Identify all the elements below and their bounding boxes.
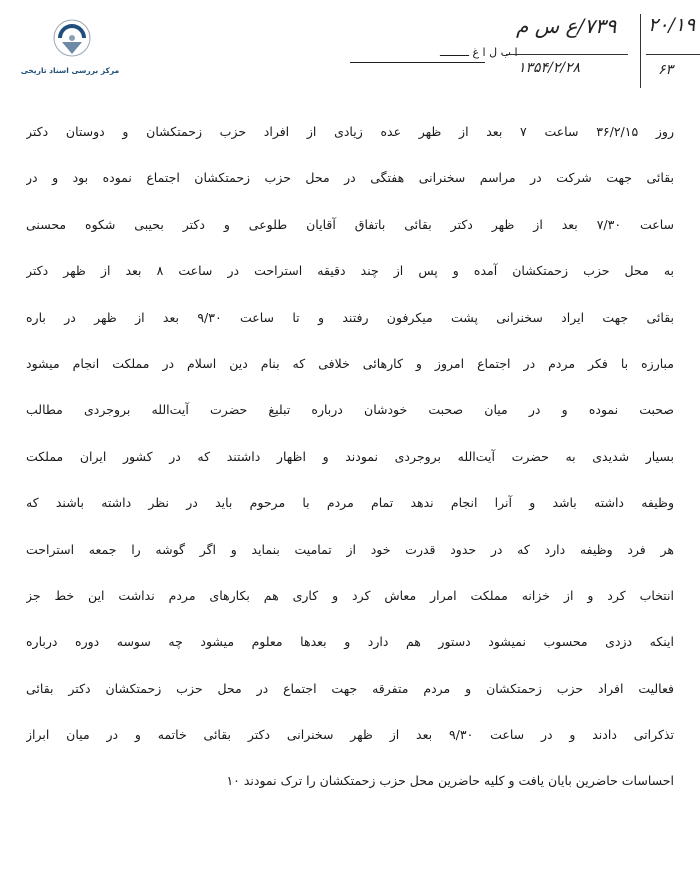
text-line: هر فرد وظیفه دارد که در حدود قدرت خود از تمامیت بنماید و اگر گوشه را جمعه استراحت: [26, 541, 674, 557]
archive-logo-text: مرکز بررسی اسناد تاریخی: [20, 66, 120, 75]
text-line: ساعت ۷/۳۰ بعد از ظهر دکتر بقائی باتفاق آقایان طلوعی و دکتر بحیبی شکوه محسنی: [26, 216, 674, 232]
text-line: احساسات حاضرین بایان یافت و کلیه حاضرین محل حزب زحمتکشان را ترک نمودند ۱۰: [226, 773, 674, 789]
report-body: [26, 117, 674, 813]
classification-underline: [350, 62, 485, 63]
archive-emblem-icon: [52, 18, 92, 64]
text-line: بقائی جهت ایراد سخنرانی پشت میکرفون رفتند و تا ساعت ۹/۳۰ بعد از ظهر در باره: [26, 309, 674, 325]
handwritten-code: ۲۰/۱۹: [648, 14, 696, 36]
text-line: صحبت نموده و در میان صحبت خودشان درباره تبلیغ حضرت آیت‌الله بروجردی مطالب: [26, 402, 674, 418]
header-divider: [640, 14, 641, 88]
classification-label: ا ب ل ا غ ـــــــــ: [440, 46, 518, 59]
text-line: بسیار شدیدی به حضرت آیت‌الله بروجردی نمودند و اظهار داشتند که در کشور ایران مملکت: [26, 448, 674, 464]
text-line: فعالیت افراد حزب زحمتکشان و مردم متفرقه جهت اجتماع در محل حزب زحمتکشان دکتر بقائی: [26, 680, 674, 696]
handwritten-code-2: ۶۳: [658, 62, 674, 78]
archive-logo: [20, 18, 120, 80]
handwritten-date: ۱۳۵۴/۲/۲۸: [518, 60, 581, 76]
document-header: [330, 10, 700, 90]
text-line: به محل حزب زحمتکشان آمده و پس از چند دقیقه استراحت در ساعت ۸ بعد از ظهر دکتر: [26, 263, 674, 279]
header-rule-right: [646, 54, 700, 55]
text-line: وظیفه داشته باشد و آنرا انجام ندهد تمام مردم با مرحوم باید در نظر داشته باشند که: [26, 495, 674, 511]
text-line: بقائی جهت شرکت در مراسم سخنرانی هفتگی در محل حزب زحمتکشان اجتماع نموده بود و در: [26, 170, 674, 186]
text-line: انتخاب کرد و از خزانه مملکت امرار معاش کرد و کاری هم بکارهای مردم نداشت این خط جز: [26, 587, 674, 603]
text-line: روز ۳۶/۲/۱۵ ساعت ۷ بعد از ظهر عده زیادی از افراد حزب زحمتکشان و دوستان دکتر: [26, 124, 674, 139]
text-line: اینکه دزدی محسوب نمیشود دستور هم دارد و بعدها معلوم میشود چه سوسه دوره درباره: [26, 634, 674, 650]
header-rule: [506, 54, 628, 55]
handwritten-number: ۷۳۹/ع س م: [516, 14, 617, 38]
text-line: تذکراتی دادند و در ساعت ۹/۳۰ بعد از ظهر سخنرانی دکتر بقائی خاتمه و در میان ابراز: [26, 727, 674, 743]
text-line: مبارزه با فکر مردم در اجتماع امروز و کارهائی خلافی که بنام دین اسلام در مملکت انجام میشود: [26, 355, 674, 371]
